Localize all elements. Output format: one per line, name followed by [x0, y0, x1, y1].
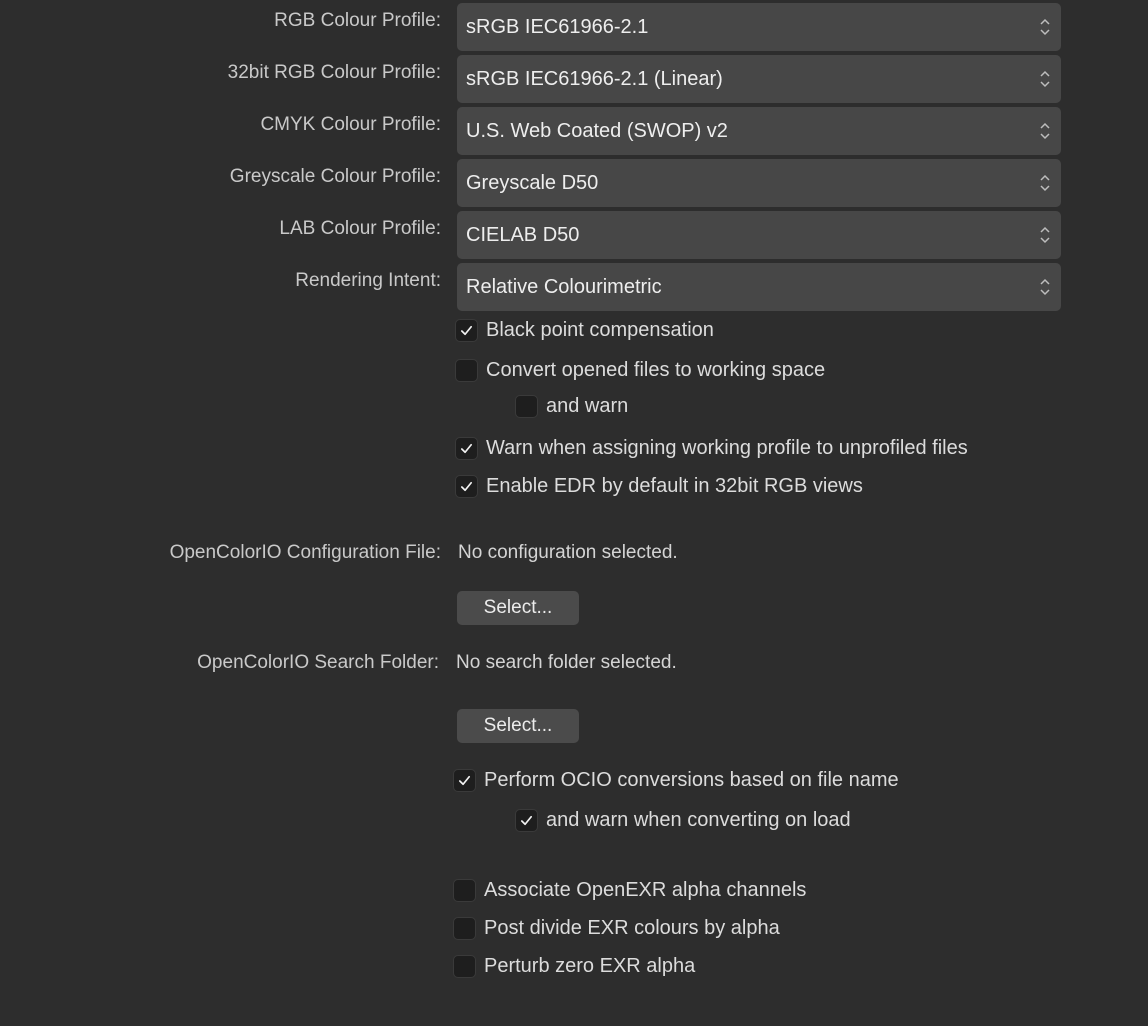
up-down-chevron-icon: [1039, 119, 1051, 143]
post-divide-label: Post divide EXR colours by alpha: [484, 916, 780, 939]
ocio-search-folder-value: No search folder selected.: [456, 652, 677, 673]
convert-and-warn-option[interactable]: [515, 394, 628, 418]
ocio-search-folder-label: OpenColorIO Search Folder:: [197, 652, 439, 673]
cmyk-profile-value: U.S. Web Coated (SWOP) v2: [466, 119, 728, 142]
up-down-chevron-icon: [1039, 223, 1051, 247]
convert-warn-checkbox[interactable]: [515, 395, 538, 418]
convert-opened-files-option[interactable]: [455, 358, 825, 382]
rendering-intent-value: Relative Colourimetric: [466, 275, 662, 298]
rgb-profile-select[interactable]: [457, 3, 1061, 51]
black-point-label: Black point compensation: [486, 318, 714, 341]
lab-profile-value: CIELAB D50: [466, 223, 580, 246]
ocio-warn-on-load-option[interactable]: [515, 808, 851, 832]
cmyk-profile-select[interactable]: [457, 107, 1061, 155]
post-divide-checkbox[interactable]: [453, 917, 476, 940]
checkmark-icon: [459, 441, 474, 456]
perform-ocio-checkbox[interactable]: [453, 769, 476, 792]
warn-assigning-profile-option[interactable]: [455, 436, 968, 460]
perturb-zero-label: Perturb zero EXR alpha: [484, 954, 696, 977]
rgb32-profile-select[interactable]: [457, 55, 1061, 103]
perform-ocio-label: Perform OCIO conversions based on file name: [484, 768, 899, 791]
checkmark-icon: [459, 323, 474, 338]
warn-assign-label: Warn when assigning working profile to unprofiled files: [486, 436, 968, 459]
checkmark-icon: [519, 813, 534, 828]
rgb-profile-value: sRGB IEC61966-2.1: [466, 15, 649, 38]
cmyk-profile-label: CMYK Colour Profile:: [260, 114, 441, 135]
checkmark-icon: [457, 773, 472, 788]
enable-edr-checkbox[interactable]: [455, 475, 478, 498]
ocio-warn-label: and warn when converting on load: [546, 808, 851, 831]
enable-edr-label: Enable EDR by default in 32bit RGB views: [486, 474, 863, 497]
enable-edr-option[interactable]: [455, 474, 863, 498]
convert-opened-checkbox[interactable]: [455, 359, 478, 382]
ocio-config-value: No configuration selected.: [458, 542, 678, 563]
up-down-chevron-icon: [1039, 67, 1051, 91]
checkmark-icon: [459, 479, 474, 494]
associate-exr-checkbox[interactable]: [453, 879, 476, 902]
ocio-config-label: OpenColorIO Configuration File:: [169, 542, 441, 563]
associate-exr-alpha-option[interactable]: [453, 878, 806, 902]
lab-profile-select[interactable]: [457, 211, 1061, 259]
post-divide-exr-option[interactable]: [453, 916, 780, 940]
convert-warn-label: and warn: [546, 394, 629, 417]
rendering-intent-select[interactable]: [457, 263, 1061, 311]
black-point-compensation-option[interactable]: [455, 318, 714, 342]
lab-profile-label: LAB Colour Profile:: [279, 218, 441, 239]
greyscale-profile-label: Greyscale Colour Profile:: [229, 166, 441, 187]
associate-exr-label: Associate OpenEXR alpha channels: [484, 878, 807, 901]
rgb-profile-label: RGB Colour Profile:: [274, 10, 441, 31]
up-down-chevron-icon: [1039, 15, 1051, 39]
ocio-search-select-button[interactable]: Select...: [457, 709, 579, 743]
convert-opened-label: Convert opened files to working space: [486, 358, 826, 381]
perform-ocio-conversions-option[interactable]: [453, 768, 899, 792]
up-down-chevron-icon: [1039, 171, 1051, 195]
greyscale-profile-select[interactable]: [457, 159, 1061, 207]
rgb32-profile-value: sRGB IEC61966-2.1 (Linear): [466, 67, 723, 90]
black-point-checkbox[interactable]: [455, 319, 478, 342]
ocio-warn-checkbox[interactable]: [515, 809, 538, 832]
ocio-config-select-button[interactable]: Select...: [457, 591, 579, 625]
rgb32-profile-label: 32bit RGB Colour Profile:: [227, 62, 441, 83]
greyscale-profile-value: Greyscale D50: [466, 171, 599, 194]
perturb-zero-checkbox[interactable]: [453, 955, 476, 978]
warn-assign-checkbox[interactable]: [455, 437, 478, 460]
perturb-zero-exr-alpha-option[interactable]: [453, 954, 695, 978]
rendering-intent-label: Rendering Intent:: [295, 270, 441, 291]
up-down-chevron-icon: [1039, 275, 1051, 299]
